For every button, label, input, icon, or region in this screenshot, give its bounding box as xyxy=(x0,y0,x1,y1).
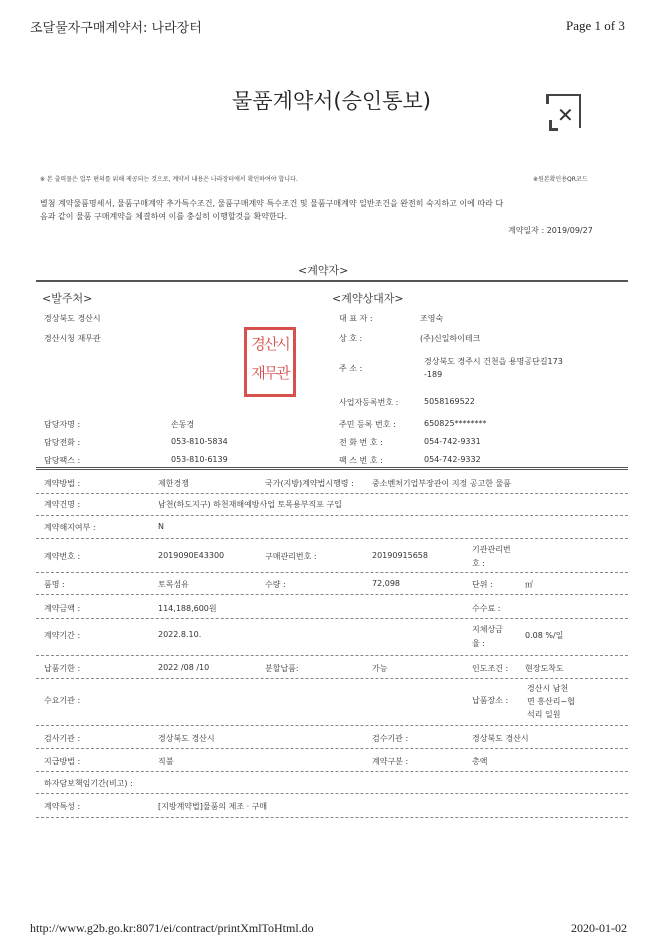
acceptance-agency: 경상북도 경산시 xyxy=(472,734,529,743)
label: 인도조건 : xyxy=(472,664,509,673)
seller-fax: 054-742-9332 xyxy=(424,455,481,464)
buyer-fax: 053-810-6139 xyxy=(171,455,228,464)
label: 계약해지여부 : xyxy=(44,523,96,532)
delivery-place: 경산시 남천 xyxy=(527,684,569,693)
penalty-rate: 0.08 %/일 xyxy=(525,631,564,640)
label: 계약건명 : xyxy=(44,500,81,509)
seller-id-no: 650825******** xyxy=(424,419,487,428)
header-title: 조달물자구매계약서: 나라장터 xyxy=(30,21,202,36)
label: 전 화 번 호 : xyxy=(339,438,383,447)
label: 수량 : xyxy=(265,580,286,589)
contract-law: 중소벤처기업부장관이 지정 공고한 물품 xyxy=(372,479,512,488)
section-title: <계약자> xyxy=(298,264,349,277)
label: 상 호 : xyxy=(339,334,363,343)
contract-amount: 114,188,600원 xyxy=(158,604,217,613)
unit: ㎡ xyxy=(525,580,533,589)
label: 주민 등록 번호 : xyxy=(339,420,396,429)
label: 품명 : xyxy=(44,580,65,589)
label: 지체상금 xyxy=(472,625,503,634)
notice: ※ 본 출력물은 업무 편의를 위해 제공되는 것으로, 계약서 내용은 나라장터에서 확인하여야 합니다. xyxy=(40,176,298,183)
seller-biz-no: 5058169522 xyxy=(424,397,475,406)
label: 지급방법 : xyxy=(44,757,81,766)
delivery-place-3: 석리 일원 xyxy=(527,710,561,719)
label: 담당팩스 : xyxy=(44,456,81,465)
label: 구매관리번호 : xyxy=(265,552,317,561)
label: 수요기관 : xyxy=(44,696,81,705)
inspection-agency: 경상북도 경산시 xyxy=(158,734,215,743)
buyer-office: 경산시청 재무관 xyxy=(44,334,101,343)
label: 납품기한 : xyxy=(44,664,81,673)
buyer-region: 경상북도 경산시 xyxy=(44,314,101,323)
contract-period: 2022.8.10. xyxy=(158,630,202,639)
seller-company: (주)신일하이테크 xyxy=(420,334,481,343)
label: 계약구분 : xyxy=(372,757,409,766)
label: 계약기간 : xyxy=(44,631,81,640)
contract-name: 남천(하도지구) 하천재해예방사업 토목용부직포 구입 xyxy=(158,500,342,509)
label: 계약번호 : xyxy=(44,552,81,561)
print-date: 2020-01-02 xyxy=(571,921,627,935)
qr-label: ※원본확인용QR코드 xyxy=(533,176,588,183)
label: 담당자명 : xyxy=(44,420,81,429)
agreement-text-2: 음과 같이 물품 구매계약을 체결하여 이를 충실히 이행할것을 확약한다. xyxy=(40,212,287,221)
contract-method: 제한경쟁 xyxy=(158,479,189,488)
document-title: 물품계약서(승인통보) xyxy=(232,89,431,113)
purchase-number: 20190915658 xyxy=(372,551,428,560)
seller-rep: 조영숙 xyxy=(420,314,444,323)
label: 검사기관 : xyxy=(44,734,81,743)
buyer-heading: <발주처> xyxy=(42,292,93,305)
contract-feature: [지방계약법]물품의 제조 · 구매 xyxy=(158,802,268,811)
page-indicator: Page 1 of 3 xyxy=(566,18,625,33)
label: 수수료 : xyxy=(472,604,501,613)
label: 대 표 자 : xyxy=(339,314,373,323)
delivery-due: 2022 /08 /10 xyxy=(158,663,210,672)
contract-number: 2019090E43300 xyxy=(158,551,225,560)
seller-heading: <계약상대자> xyxy=(332,292,404,305)
quantity: 72,098 xyxy=(372,579,400,588)
delivery-terms: 현장도착도 xyxy=(525,664,564,673)
label: 분할납품: xyxy=(265,664,299,673)
split-delivery: 가능 xyxy=(372,664,388,673)
agreement-text-1: 별첨 계약물품명세서, 물품구매계약 추가특수조건, 물품구매계약 특수조건 및 물품구매계약 일반조건을 완전히 숙지하고 이에 따라 다 xyxy=(40,199,504,208)
payment-method: 직불 xyxy=(158,757,174,766)
label: 단위 : xyxy=(472,580,493,589)
buyer-phone: 053-810-5834 xyxy=(171,437,228,446)
label: 율 : xyxy=(472,639,485,648)
contract-page: 조달물자구매계약서: 나라장터 Page 1 of 3 물품계약서(승인통보) ✕ ※ 본 출력물은 업무 편의를 위해 제공되는 것으로, 계약서 내용은 나라장터에서 확인하여야 합니다. ※원본확인용QR코드 별첨 계약물품명세서, 물품구매계약 추가특수조건, 물품구매계약 특수조건 및 물품구매계약 일반조건을 완전히 숙지하고 이에 따라 다 음과 같이 물품 구매계약을 체결하여 이를 충실히 이행할것을 확약한다. 계약일자 : 2019/09/27 <계약자> <발주처> 경상북도 경산시 경산시청 재무관 경산시 재무관 담당자명 : 손동경 담당전화 : 053-810-5834 담당팩스 : 053-810-6139 <계약상대자> 대 표 자 : 조영숙 상 호 : (주)신일하이테크 주 소 : 경상북도 경주시 건천읍 용명공단길173 -189 사업자등록번호 : 5058169522 주민 등록 번호 : 650825******** 전 화 번 호 : 054-742-9331 팩 스 번 호 : 054-742-9332 계약방법 : 제한경쟁 국가(지방)계약법시행령 : 중소벤처기업부장관이 지정 공고한 물품 계약건명 : 남천(하도지구) 하천재해예방사업 토목용부직포 구입 계약해지여부 : N 계약번호 : 2019090E43300 구매관리번호 : 20190915658 기관관리번 호 : 품명 : 토목섬유 수량 : 72,098 단위 : ㎡ 계약금액 : 114,188,600원 수수료 : 계약기간 : 2022.8.10. 지체상금 율 : 0.08 %/일 납품기한 : 2022 /08 /10 분할납품: 가능 인도조건 : 현장도착도 수요기관 : 납품장소 : 경산시 남천 면 흥산리~협 석리 일원 검사기관 : 경상북도 경산시 검수기관 : 경상북도 경산시 지급방법 : 직불 계약구분 : 총액 하자담보책임기간(비고) : 계약특성 : [지방계약법]물품의 제조 · 구매 http://www.g2b.go.kr:8071/ei/contract/printXmlToHtml.do 2020-01-02 xyxy=(0,0,664,944)
official-seal: 경산시 재무관 xyxy=(244,327,296,397)
label: 계약방법 : xyxy=(44,479,81,488)
label: 검수기관 : xyxy=(372,734,409,743)
label: 계약금액 : xyxy=(44,604,81,613)
label: 담당전화 : xyxy=(44,438,81,447)
seller-phone: 054-742-9331 xyxy=(424,437,481,446)
delivery-place-2: 면 흥산리~협 xyxy=(527,697,575,706)
contract-type: 총액 xyxy=(472,757,488,766)
label: 주 소 : xyxy=(339,364,363,373)
label: 사업자등록번호 : xyxy=(339,398,399,407)
label: 국가(지방)계약법시행령 : xyxy=(265,479,354,488)
label: 계약특성 : xyxy=(44,802,81,811)
label: 팩 스 번 호 : xyxy=(339,456,383,465)
label: 호 : xyxy=(472,559,485,568)
seller-address: 경상북도 경주시 건천읍 용명공단길173 xyxy=(424,357,563,366)
label: 하자담보책임기간(비고) : xyxy=(44,779,133,788)
buyer-manager: 손동경 xyxy=(171,420,195,429)
item-name: 토목섬유 xyxy=(158,580,189,589)
seller-address-2: -189 xyxy=(424,370,443,379)
label: 기관관리번 xyxy=(472,545,511,554)
label: 납품장소 : xyxy=(472,696,509,705)
contract-cancel: N xyxy=(158,522,164,531)
contract-date: 계약일자 : 2019/09/27 xyxy=(508,226,593,235)
footer-url[interactable]: http://www.g2b.go.kr:8071/ei/contract/printXmlToHtml.do xyxy=(30,921,314,935)
